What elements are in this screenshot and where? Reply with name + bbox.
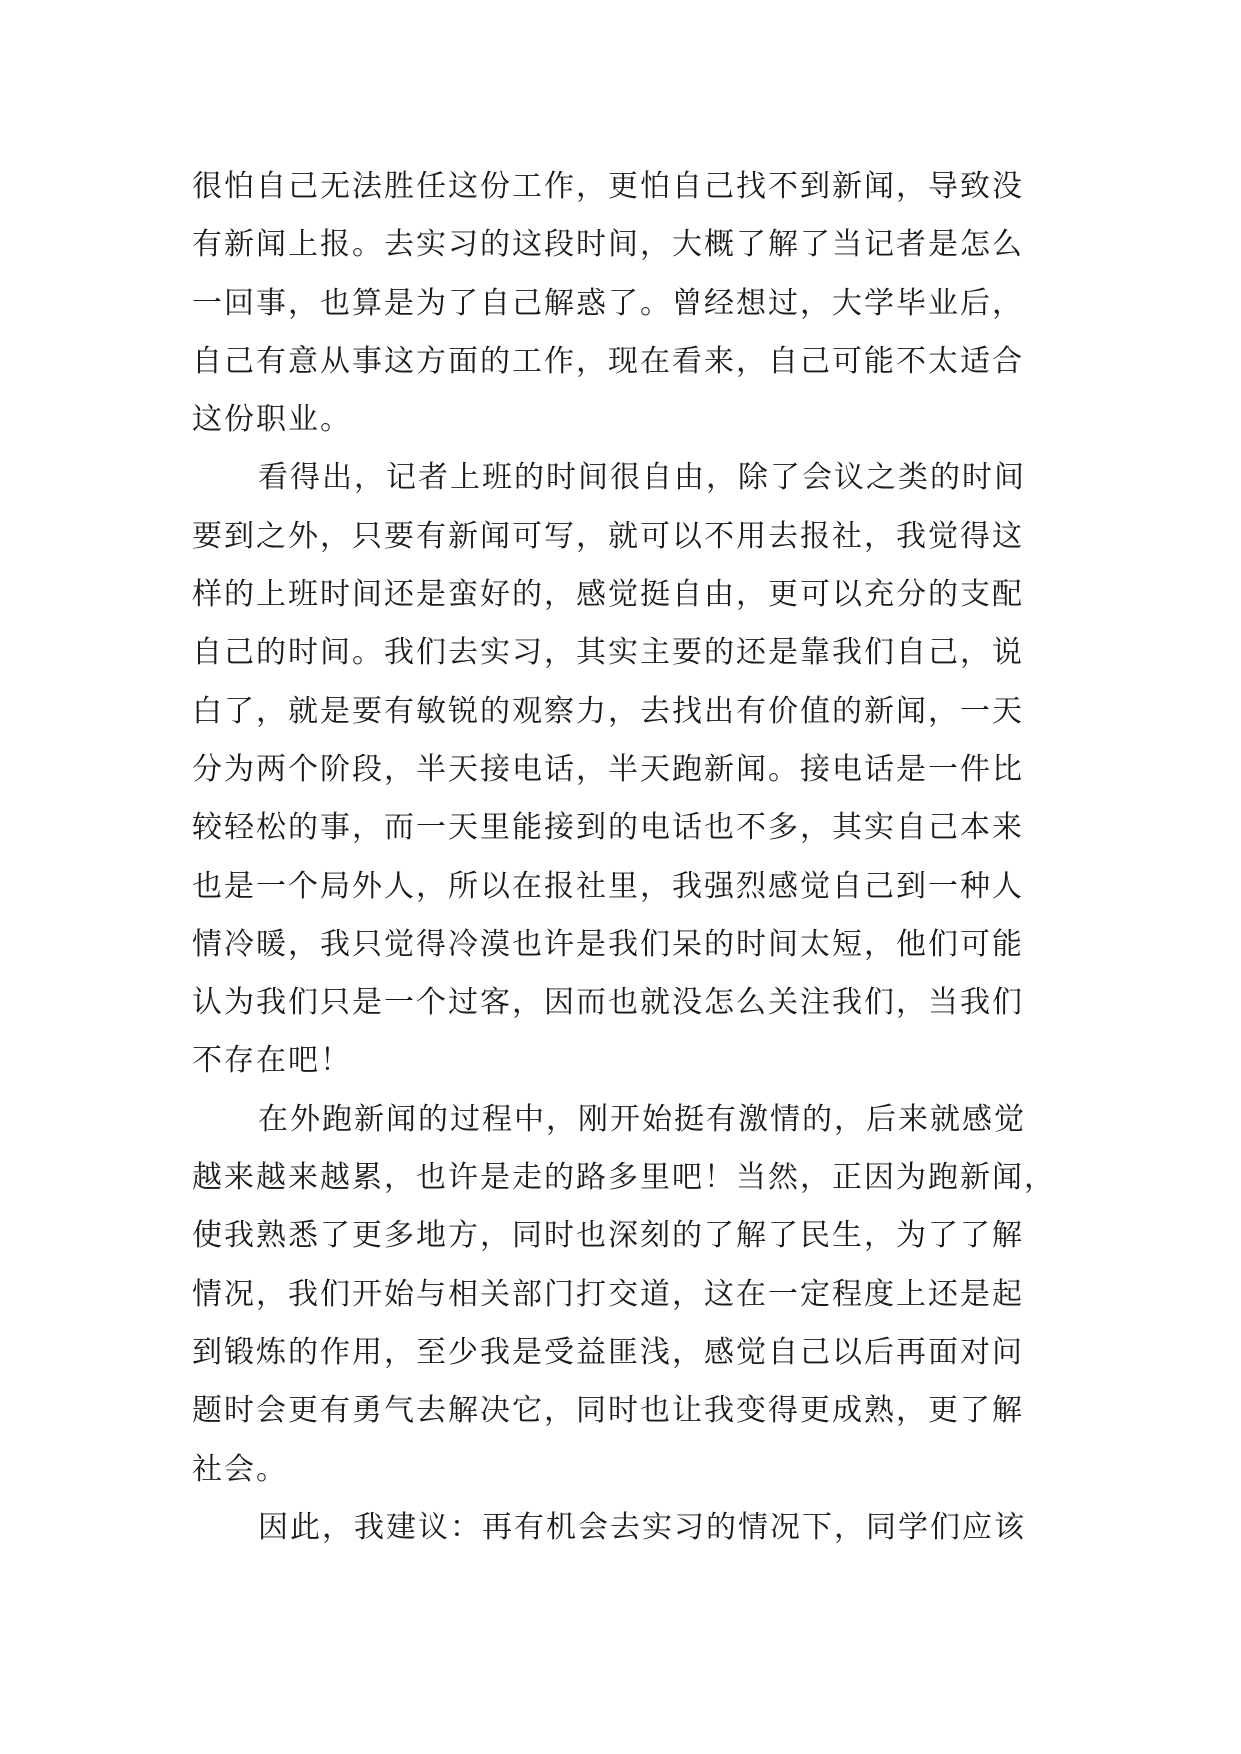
text-line: 越来越来越累，也许是走的路多里吧！当然，正因为跑新闻， — [192, 1160, 1056, 1196]
text-line: 到锻炼的作用，至少我是受益匪浅，感觉自己以后再面对问 — [192, 1334, 1024, 1370]
document-body — [192, 158, 1056, 1557]
text-line: 要到之外，只要有新闻可写，就可以不用去报社，我觉得这 — [192, 518, 1024, 554]
text-line: 使我熟悉了更多地方，同时也深刻的了解了民生，为了了解 — [192, 1218, 1024, 1254]
text-line: 看得出，记者上班的时间很自由，除了会议之类的时间 — [258, 460, 1026, 496]
text-line: 分为两个阶段，半天接电话，半天跑新闻。接电话是一件比 — [192, 751, 1024, 787]
text-line: 很怕自己无法胜任这份工作，更怕自己找不到新闻，导致没 — [192, 169, 1024, 204]
text-line: 情冷暖，我只觉得冷漠也许是我们呆的时间太短，他们可能 — [192, 926, 1024, 962]
paragraph — [192, 1499, 1052, 1557]
text-line: 在外跑新闻的过程中，刚开始挺有激情的，后来就感觉 — [258, 1101, 1026, 1137]
text-line: 社会。 — [192, 1451, 288, 1487]
text-line: 题时会更有勇气去解决它，同时也让我变得更成熟，更了解 — [192, 1393, 1024, 1429]
text-line: 认为我们只是一个过客，因而也就没怎么关注我们，当我们 — [192, 985, 1024, 1021]
text-line: 这份职业。 — [192, 402, 352, 438]
text-line: 有新闻上报。去实习的这段时间，大概了解了当记者是怎么 — [192, 227, 1024, 263]
text-line: 自己的时间。我们去实习，其实主要的还是靠我们自己，说 — [192, 635, 1024, 671]
paragraph — [192, 158, 1052, 449]
text-line: 一回事，也算是为了自己解惑了。曾经想过，大学毕业后， — [192, 285, 1024, 321]
text-line: 样的上班时间还是蛮好的，感觉挺自由，更可以充分的支配 — [192, 577, 1024, 613]
text-line: 自己有意从事这方面的工作，现在看来，自己可能不太适合 — [192, 343, 1024, 379]
paragraph — [192, 1091, 1056, 1499]
text-line: 也是一个局外人，所以在报社里，我强烈感觉自己到一种人 — [192, 868, 1024, 904]
text-line: 情况，我们开始与相关部门打交道，这在一定程度上还是起 — [192, 1276, 1024, 1312]
text-line: 白了，就是要有敏锐的观察力，去找出有价值的新闻，一天 — [192, 693, 1024, 729]
paragraph — [192, 449, 1052, 1090]
text-line: 较轻松的事，而一天里能接到的电话也不多，其实自己本来 — [192, 810, 1024, 846]
text-line: 因此，我建议：再有机会去实习的情况下，同学们应该 — [258, 1509, 1026, 1545]
text-line: 不存在吧！ — [192, 1043, 352, 1079]
